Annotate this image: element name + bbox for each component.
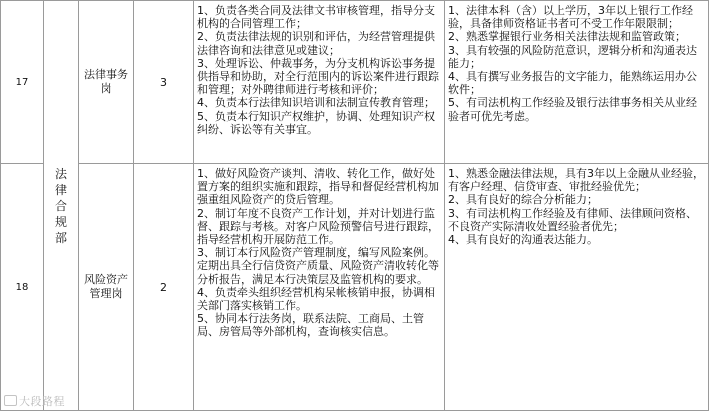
duty-item: 2、制订年度不良资产工作计划，并对计划进行监督、跟踪与考核。对客户风险预警信号进行跟踪，指导经营机构开展防范工作。 (197, 206, 439, 247)
duty-item: 3、处理诉讼、仲裁事务，为分支机构诉讼事务提供指导和协助，对全行范围内的诉讼案件进行跟踪和管理；对外聘律师进行考核和评价； (197, 56, 439, 97)
duty-item: 5、负责本行知识产权维护，协调、处理知识产权纠纷、诉讼等有关事宜。 (197, 109, 435, 136)
duty-item: 1、负责各类合同及法律文书审核管理，指导分支机构的合同管理工作； (197, 4, 435, 31)
duty-item: 2、负责法律法规的识别和评估，为经营管理提供法律咨询和法律意见或建议； (197, 30, 435, 57)
department-cell (44, 1, 79, 411)
requirement-item: 1、法律本科（含）以上学历，3年以上银行工作经验，具备律师资格证书者可不受工作年限限制； (448, 4, 693, 31)
table-row (1, 1, 709, 164)
requirement-item: 4、具有撰写业务报告的文字能力，能熟练运用办公软件； (448, 70, 697, 97)
row-number: 17 (1, 1, 44, 164)
department-name: 法律合规部 (54, 166, 67, 245)
requirement-item: 2、熟悉掌握银行业务相关法律法规和监管政策； (448, 30, 686, 44)
requirement-item: 2、具有良好的综合分析能力； (448, 193, 598, 207)
position-name: 风险资产管理岗 (84, 273, 128, 300)
duties-cell (194, 164, 445, 411)
requirement-item: 3、有司法机构工作经验及有律师、法律顾问资格、不良资产实际清收处置经验者优先； (448, 206, 697, 233)
requirements-cell (445, 1, 709, 164)
camera-icon (4, 395, 17, 406)
headcount: 3 (134, 1, 194, 164)
duty-item: 4、负责本行法律知识培训和法制宣传教育管理； (197, 96, 435, 110)
duty-item: 3、制订本行风险资产管理制度，编写风险案例。定期出具全行信贷资产质量、风险资产清收转化等分析报告，满足本行决策层及监管机构的要求。 (197, 246, 439, 286)
requirements-cell (445, 164, 709, 411)
requirement-item: 3、具有较强的风险防范意识，逻辑分析和沟通表达能力； (448, 43, 697, 70)
headcount: 2 (134, 164, 194, 411)
position-name: 法律事务岗 (84, 68, 128, 95)
requirement-item: 1、熟悉金融法律法规，具有3年以上金融从业经验，有客户经理、信贷审查、审批经验优先； (448, 167, 704, 194)
watermark (4, 393, 65, 409)
row-number: 18 (1, 164, 44, 411)
requirement-item: 5、有司法机构工作经验及银行法律事务相关从业经验者可优先考虑。 (448, 96, 697, 123)
table-row (1, 164, 709, 411)
duty-item: 4、负责牵头组织经营机构呆帐核销申报，协调相关部门落实核销工作。 (197, 285, 435, 313)
requirement-item: 4、具有良好的沟通表达能力。 (448, 233, 598, 247)
watermark-text: 大段路程 (19, 395, 65, 408)
position-cell (79, 164, 134, 411)
duties-cell (194, 1, 445, 164)
duty-item: 1、做好风险资产谈判、清收、转化工作，做好处置方案的组织实施和跟踪，指导和督促经营机构加强重组风险资产的贷后管理。 (197, 167, 439, 207)
position-cell (79, 1, 134, 164)
duty-item: 5、协同本行法务岗，联系法院、工商局、土管局、房管局等外部机构，查询核实信息。 (197, 312, 424, 339)
